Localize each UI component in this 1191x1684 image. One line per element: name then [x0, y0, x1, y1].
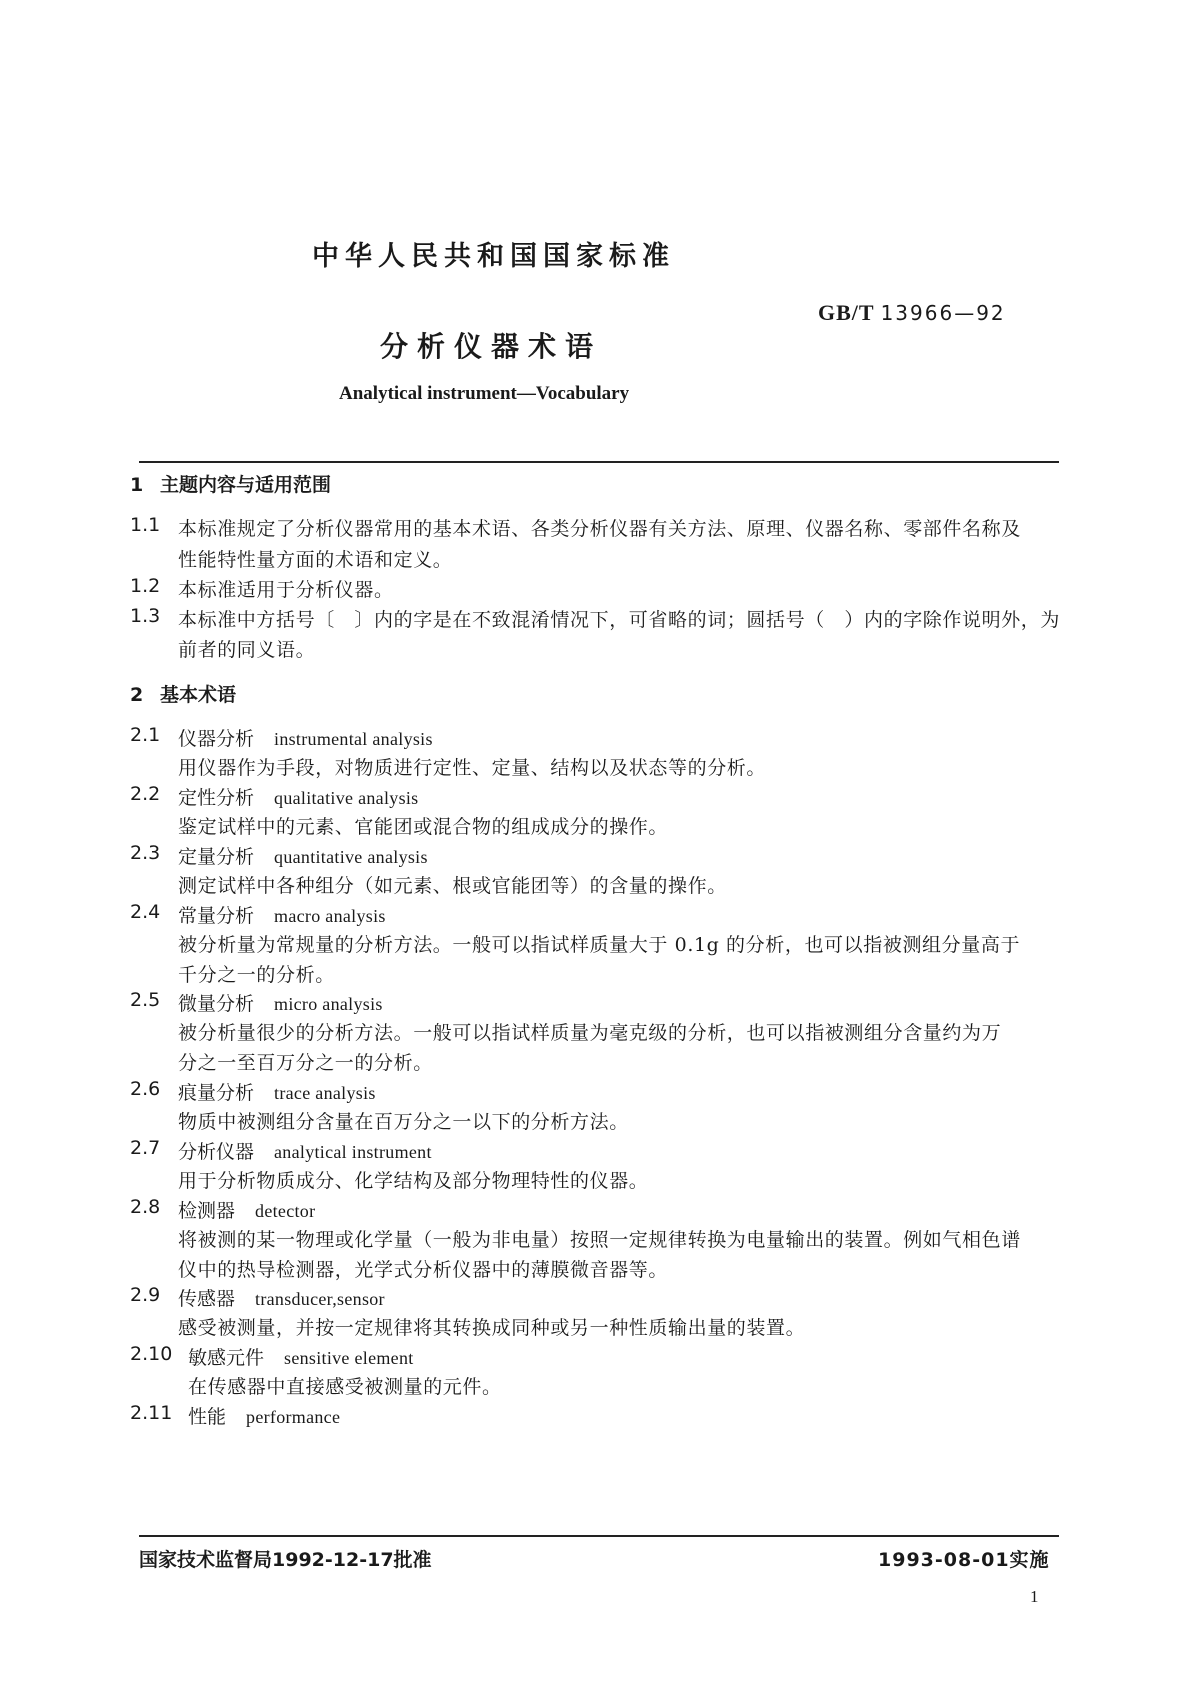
- term-definition: 在传感器中直接感受被测量的元件。: [188, 1376, 502, 1398]
- term-english: macro analysis: [274, 906, 386, 926]
- bottom-divider: [139, 1535, 1059, 1537]
- section-title: 基本术语: [160, 684, 237, 706]
- term-entry: [178, 901, 386, 928]
- effective-date: 1993-08-01实施: [878, 1549, 1050, 1571]
- term-number: 2.1: [130, 724, 161, 746]
- term-english: performance: [246, 1407, 341, 1427]
- clause-number: 1.2: [130, 575, 161, 597]
- term-english: transducer,sensor: [255, 1289, 385, 1309]
- term-number: 2.2: [130, 783, 161, 805]
- term-chinese: 定量分析: [178, 846, 255, 868]
- term-definition: 鉴定试样中的元素、官能团或混合物的组成成分的操作。: [178, 816, 669, 838]
- document-title: 分析仪器术语: [380, 330, 603, 363]
- term-entry: [178, 1078, 376, 1105]
- term-english: micro analysis: [274, 994, 383, 1014]
- term-definition: 千分之一的分析。: [178, 964, 335, 986]
- term-chinese: 仪器分析: [178, 728, 255, 750]
- term-definition: 用仪器作为手段，对物质进行定性、定量、结构以及状态等的分析。: [178, 757, 767, 779]
- term-definition: 用于分析物质成分、化学结构及部分物理特性的仪器。: [178, 1170, 649, 1192]
- term-chinese: 微量分析: [178, 993, 255, 1015]
- term-definition: 将被测的某一物理或化学量（一般为非电量）按照一定规律转换为电量输出的装置。例如气相色谱: [178, 1229, 1021, 1251]
- section-number: 1: [130, 474, 144, 496]
- section-number: 2: [130, 684, 144, 706]
- term-chinese: 敏感元件: [188, 1347, 265, 1369]
- term-chinese: 定性分析: [178, 787, 255, 809]
- clause-text: 本标准规定了分析仪器常用的基本术语、各类分析仪器有关方法、原理、仪器名称、零部件名称及: [178, 518, 1021, 540]
- standard-code: [818, 300, 1006, 326]
- term-number: 2.7: [130, 1137, 161, 1159]
- approval-date: 国家技术监督局1992-12-17批准: [139, 1549, 432, 1571]
- term-chinese: 痕量分析: [178, 1082, 255, 1104]
- term-entry: [178, 989, 383, 1016]
- term-english: qualitative analysis: [274, 788, 419, 808]
- term-definition: 分之一至百万分之一的分析。: [178, 1052, 433, 1074]
- term-english: trace analysis: [274, 1083, 376, 1103]
- term-chinese: 分析仪器: [178, 1141, 255, 1163]
- clause-text: 前者的同义语。: [178, 639, 316, 661]
- term-entry: [188, 1343, 414, 1370]
- standard-code-number: 13966—92: [880, 301, 1006, 325]
- term-definition: 仪中的热导检测器，光学式分析仪器中的薄膜微音器等。: [178, 1259, 669, 1281]
- term-number: 2.11: [130, 1402, 173, 1424]
- section-heading: [130, 680, 236, 707]
- term-english: instrumental analysis: [274, 729, 433, 749]
- term-entry: [178, 842, 428, 869]
- term-entry: [178, 724, 433, 751]
- term-chinese: 传感器: [178, 1288, 236, 1310]
- term-entry: [178, 1196, 315, 1223]
- term-entry: [178, 1284, 385, 1311]
- term-number: 2.10: [130, 1343, 173, 1365]
- page-number: 1: [1030, 1587, 1039, 1606]
- national-standard-heading: 中华人民共和国国家标准: [312, 241, 675, 272]
- top-divider: [139, 461, 1059, 463]
- standard-code-prefix: GB/T: [818, 300, 875, 325]
- term-definition: 被分析量为常规量的分析方法。一般可以指试样质量大于 0.1g 的分析，也可以指被测组分量高于: [178, 934, 1021, 956]
- term-number: 2.5: [130, 989, 161, 1011]
- term-chinese: 性能: [188, 1406, 227, 1428]
- term-definition: 物质中被测组分含量在百万分之一以下的分析方法。: [178, 1111, 629, 1133]
- term-chinese: 常量分析: [178, 905, 255, 927]
- clause-text: 性能特性量方面的术语和定义。: [178, 549, 453, 571]
- term-entry: [188, 1402, 340, 1429]
- term-definition: 感受被测量，并按一定规律将其转换成同种或另一种性质输出量的装置。: [178, 1317, 806, 1339]
- term-number: 2.9: [130, 1284, 161, 1306]
- term-entry: [178, 783, 418, 810]
- section-title: 主题内容与适用范围: [160, 474, 332, 496]
- term-english: sensitive element: [284, 1348, 414, 1368]
- term-entry: [178, 1137, 432, 1164]
- clause-text: 本标准中方括号〔 〕内的字是在不致混淆情况下，可省略的词；圆括号（ ）内的字除作说明外，为: [178, 609, 1061, 631]
- clause-number: 1.1: [130, 514, 161, 536]
- term-number: 2.4: [130, 901, 161, 923]
- term-definition: 测定试样中各种组分（如元素、根或官能团等）的含量的操作。: [178, 875, 727, 897]
- clause-text: 本标准适用于分析仪器。: [178, 579, 394, 601]
- section-heading: [130, 470, 331, 497]
- term-definition: 被分析量很少的分析方法。一般可以指试样质量为毫克级的分析，也可以指被测组分含量约为万: [178, 1022, 1002, 1044]
- term-chinese: 检测器: [178, 1200, 236, 1222]
- term-english: quantitative analysis: [274, 847, 428, 867]
- term-number: 2.8: [130, 1196, 161, 1218]
- document-title-english: Analytical instrument—Vocabulary: [339, 383, 630, 404]
- term-english: analytical instrument: [274, 1142, 432, 1162]
- term-english: detector: [255, 1201, 316, 1221]
- term-number: 2.6: [130, 1078, 161, 1100]
- term-number: 2.3: [130, 842, 161, 864]
- clause-number: 1.3: [130, 605, 161, 627]
